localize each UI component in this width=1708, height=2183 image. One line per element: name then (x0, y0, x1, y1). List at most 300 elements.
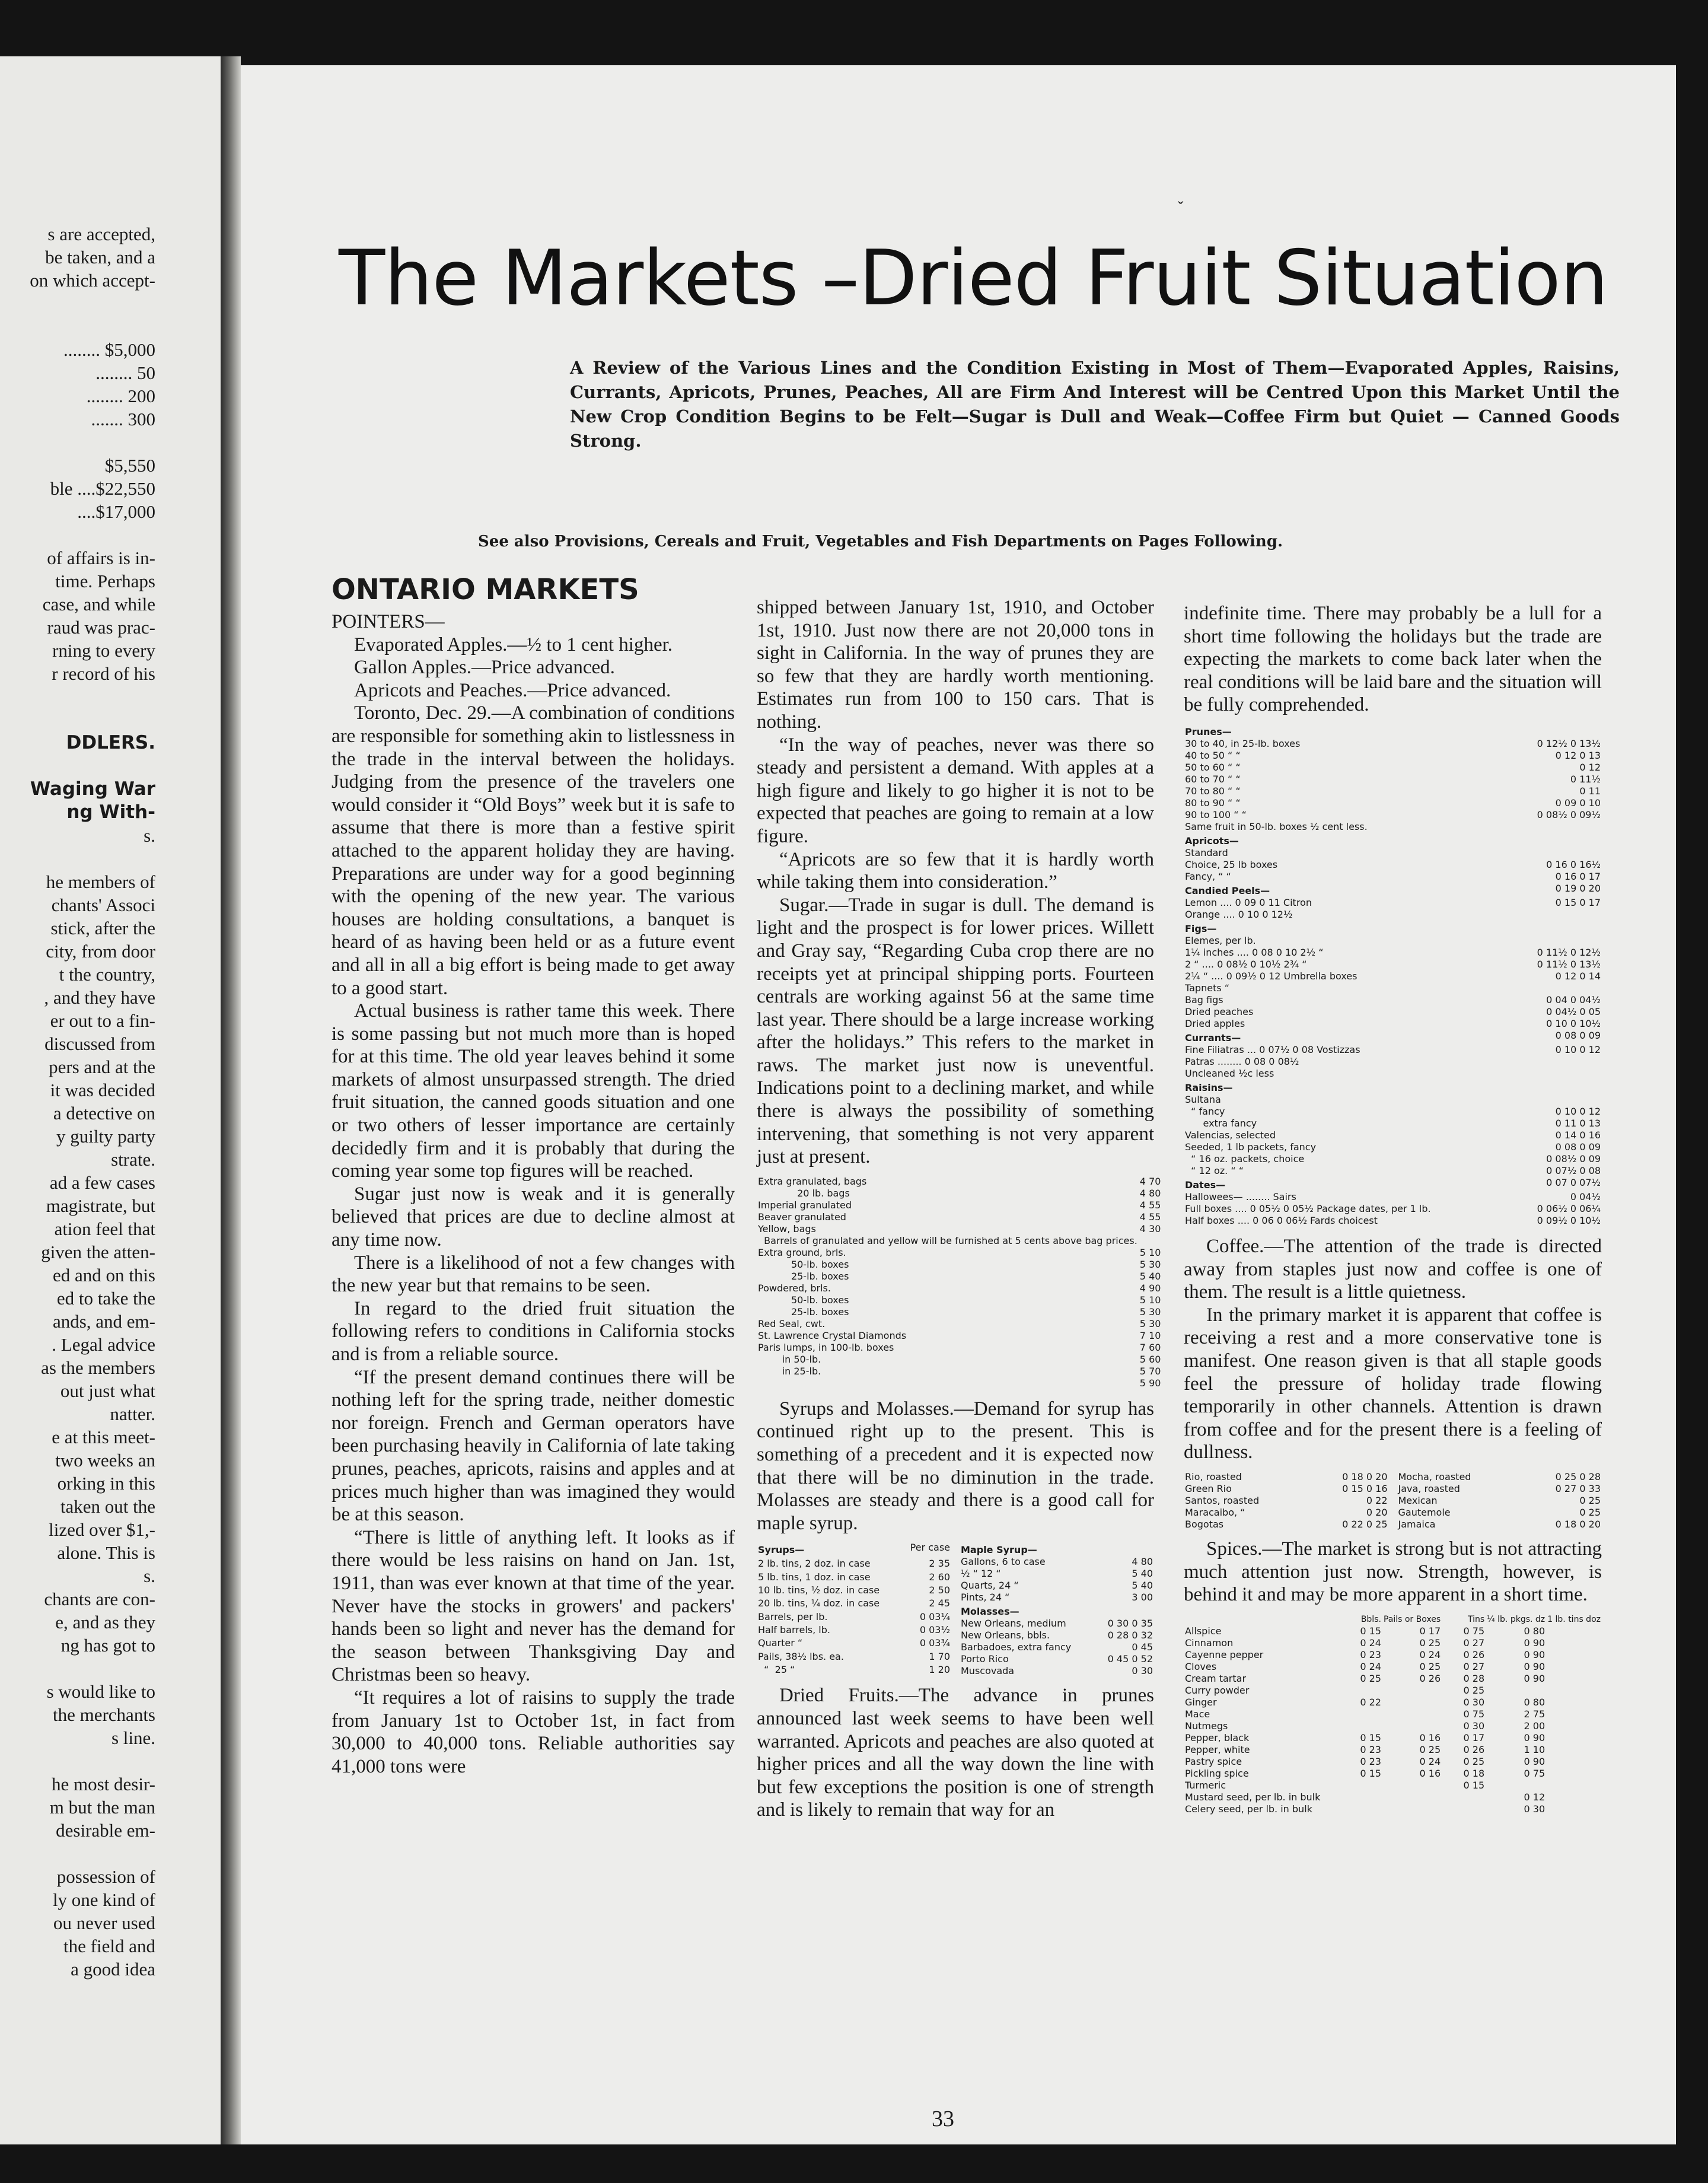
spice-price: 0 16 (1419, 1732, 1441, 1743)
price-value (1536, 1080, 1602, 1094)
price-item: 1¼ inches .... 0 08 0 10 2½ “ (1185, 946, 1324, 958)
left-page-text-line: ands, and em- (52, 1311, 155, 1332)
price-item: 25-lb. boxes (758, 1270, 849, 1282)
price-value: 0 03½ (919, 1624, 950, 1635)
price-value: 2 45 (929, 1598, 950, 1609)
price-row (757, 1571, 951, 1584)
left-page-text-line: ........ $5,000 (63, 339, 155, 360)
price-row (1184, 762, 1602, 774)
price-value: 4 70 (1139, 1175, 1161, 1187)
price-row (1397, 1483, 1602, 1495)
price-value: 0 30 (1132, 1665, 1153, 1677)
price-item: Choice, 25 lb boxes (1185, 858, 1278, 870)
spice-item: Pastry spice (1185, 1755, 1242, 1767)
price-value: 0 04½ 0 05 (1546, 1005, 1601, 1017)
price-item: Standard (1185, 847, 1228, 858)
price-value: 0 22 0 25 (1342, 1518, 1388, 1530)
spice-price: 0 75 (1463, 1625, 1485, 1637)
spice-price: 0 25 (1419, 1743, 1441, 1755)
price-item: Powdered, brls. (758, 1282, 831, 1294)
spice-price (1382, 1708, 1442, 1720)
price-item: 50-lb. boxes (758, 1258, 849, 1270)
paragraph: “If the present demand continues there will be nothing left for the spring trade, neither domestic nor foreign. French and German operators have been purchasing heavily in California of late taking prunes, peaches, apricots, raisins and apples and at prices much higher than was imagined they would be at this season. (332, 1366, 735, 1526)
price-row (960, 1618, 1154, 1630)
price-value: 0 08½ 0 09½ (1537, 809, 1601, 820)
left-page-text-line: city, from door (46, 941, 155, 962)
spice-row (1184, 1649, 1602, 1661)
price-row (757, 1188, 1162, 1199)
price-item: Quarter “ (758, 1637, 803, 1649)
price-value (1536, 1068, 1602, 1080)
left-page-text-line: taken out the (60, 1496, 155, 1517)
spice-price: 0 75 (1463, 1708, 1485, 1720)
page-number: 33 (932, 2106, 954, 2131)
price-row (960, 1542, 1154, 1556)
price-row (1184, 833, 1602, 847)
price-value: 7 60 (1139, 1341, 1161, 1353)
price-item: Bag figs (1185, 994, 1223, 1005)
left-page-text-line: s line. (111, 1727, 155, 1748)
price-value (1536, 909, 1602, 921)
price-item: 50 to 60 “ “ (1185, 761, 1241, 773)
price-row (1184, 970, 1602, 982)
price-item: Maracaibo, “ (1185, 1506, 1245, 1518)
left-page-text-line: ....... 300 (91, 409, 155, 429)
price-value: 5 30 (1139, 1306, 1161, 1318)
price-row (1184, 809, 1602, 821)
price-value: 0 03¾ (919, 1637, 950, 1649)
price-value: 0 16 0 16½ (1546, 858, 1601, 870)
price-row (1184, 1030, 1602, 1044)
spice-price: 0 15 (1360, 1732, 1381, 1743)
price-row (757, 1235, 1162, 1247)
spice-row (1184, 1791, 1602, 1803)
price-value: 0 10 0 12 (1555, 1043, 1601, 1055)
spice-price: 0 17 (1419, 1625, 1441, 1637)
price-row (1184, 1141, 1602, 1153)
price-item: Apricots— (1185, 835, 1239, 847)
price-value (1536, 847, 1602, 859)
price-item: 20 lb. tins, ¼ doz. in case (758, 1598, 880, 1609)
spice-price: 0 25 (1419, 1660, 1441, 1672)
price-value: 0 14 0 16 (1555, 1129, 1601, 1141)
price-row (1184, 750, 1602, 762)
section-heading: ONTARIO MARKETS (332, 573, 639, 606)
paragraph: shipped between January 1st, 1910, and October 1st, 1910. Just now there are not 20,000 tons in sight in California. In the way of prunes they are so few that they are hardly worth mentioning. Estimates run from 100 to 150 cars. That is nothing. (757, 597, 1154, 733)
left-page-text-line: natter. (110, 1404, 155, 1424)
price-value: 0 45 (1132, 1641, 1153, 1653)
price-value: 1 70 (929, 1650, 950, 1662)
spice-price: 0 90 (1524, 1649, 1546, 1660)
price-value: 0 04½ (1570, 1191, 1601, 1202)
price-item: 20 lb. bags (758, 1187, 850, 1199)
price-item: 50-lb. boxes (758, 1294, 849, 1306)
price-row (1184, 1215, 1602, 1227)
spice-row (1184, 1697, 1602, 1708)
right-page (241, 65, 1676, 2144)
left-page-text-line: s are accepted, (47, 224, 155, 244)
syrup-price-table (757, 1542, 951, 1677)
spice-item: Nutmegs (1185, 1720, 1228, 1732)
price-value: 4 90 (1139, 1282, 1161, 1294)
price-value: 3 00 (1132, 1592, 1153, 1603)
left-page-text-line: case, and while (42, 594, 155, 615)
price-row (1184, 1068, 1602, 1080)
left-page-text-line: . Legal advice (52, 1334, 155, 1355)
price-row (757, 1271, 1162, 1283)
price-item: Patras ........ 0 08 0 08½ (1185, 1055, 1299, 1067)
price-value: 4 55 (1139, 1199, 1161, 1211)
price-value: 4 55 (1139, 1211, 1161, 1223)
left-page-text-line: er out to a fin- (50, 1010, 155, 1031)
spice-price (1382, 1685, 1442, 1697)
price-row (1184, 982, 1602, 994)
price-row (1184, 774, 1602, 785)
price-item: Muscovada (961, 1665, 1015, 1677)
sugar-price-table (757, 1176, 1162, 1389)
left-page-text-line: lized over $1,- (49, 1519, 155, 1540)
price-item: Java, roasted (1398, 1482, 1460, 1494)
left-page-text-line: ........ 50 (95, 362, 155, 383)
left-page-text-line: discussed from (44, 1033, 155, 1054)
price-row (1184, 1006, 1602, 1018)
left-page-text-line: chants' Associ (51, 895, 155, 915)
price-value (1536, 1094, 1602, 1106)
price-item: Same fruit in 50-lb. boxes ½ cent less. (1185, 820, 1368, 832)
price-item: “ 25 “ (758, 1663, 795, 1675)
price-item: Dried apples (1185, 1017, 1245, 1029)
spice-item: Mustard seed, per lb. in bulk (1185, 1791, 1321, 1803)
left-page-text-line: desirable em- (56, 1820, 155, 1841)
price-value: 0 12 0 13 (1555, 749, 1601, 761)
left-page-text-line: stick, after the (50, 918, 155, 938)
price-item: Yellow, bags (758, 1223, 816, 1234)
spice-price: 0 25 (1419, 1637, 1441, 1649)
price-value: 0 08 0 09 (1555, 1029, 1601, 1041)
left-page-text-line: e, and as they (55, 1612, 155, 1633)
price-item: Sultana (1185, 1093, 1221, 1105)
price-row (960, 1568, 1154, 1580)
price-row (1184, 921, 1602, 935)
price-item: 2 “ .... 0 08½ 0 10½ 2¾ “ (1185, 958, 1307, 970)
left-page-text-line: ly one kind of (52, 1889, 155, 1910)
spice-price (1339, 1803, 1382, 1815)
price-value: 1 20 (929, 1663, 950, 1675)
spice-price: 0 15 (1360, 1767, 1381, 1779)
spice-price: 0 80 (1524, 1625, 1546, 1637)
price-row (1184, 1094, 1602, 1106)
price-row (757, 1330, 1162, 1342)
spice-row (1184, 1708, 1602, 1720)
price-value: 4 80 (1132, 1556, 1153, 1568)
price-item: in 25-lb. (758, 1365, 821, 1377)
price-row (1184, 1080, 1602, 1094)
price-item: 70 to 80 “ “ (1185, 785, 1241, 797)
spice-item: Cream tartar (1185, 1672, 1247, 1684)
paragraph: Sugar.—Trade in sugar is dull. The demand is light and the prospect is for lower prices. Willett and Gray say, “Regarding Cuba crop there are no receipts yet at principal shipping ports. Fourteen centrals are working against 56 at the same time last year. There should be a large increase working after the holidays.” This refers to the market in raws. The market just now is uneventful. Indications point to a declining market, and while there is always the possibility of something intervening, that something is not very apparent just at present. (757, 894, 1154, 1168)
price-item: 10 lb. tins, ½ doz. in case (758, 1584, 880, 1596)
price-item: Raisins— (1185, 1081, 1233, 1093)
price-value: 0 25 (1579, 1494, 1601, 1506)
price-row (757, 1611, 951, 1624)
price-value: 5 70 (1139, 1365, 1161, 1377)
spice-price: 0 24 (1419, 1649, 1441, 1660)
price-item: Imperial granulated (758, 1199, 852, 1211)
price-row (757, 1306, 1162, 1318)
spice-column-header: Pails or Boxes (1383, 1614, 1441, 1624)
price-value: 0 18 0 20 (1342, 1471, 1388, 1482)
price-value: 0 27 0 33 (1555, 1482, 1601, 1494)
price-item: Fancy, “ “ (1185, 870, 1231, 882)
spice-price: 0 26 (1463, 1743, 1485, 1755)
price-value: 0 10 0 12 (1555, 1105, 1601, 1117)
spice-price: 0 90 (1524, 1755, 1546, 1767)
left-page-text-line: out just what (60, 1380, 155, 1401)
price-row (1184, 1507, 1389, 1519)
price-item: 2¼ “ .... 0 09½ 0 12 Umbrella boxes (1185, 970, 1358, 982)
price-value: 0 30 0 35 (1107, 1618, 1153, 1630)
left-page-text-line: t the country, (59, 964, 155, 985)
col2-body-bottom (757, 1684, 1154, 1822)
left-page-text-line: the field and (63, 1936, 155, 1956)
price-value: 5 30 (1139, 1258, 1161, 1270)
spice-price: 0 26 (1419, 1672, 1441, 1684)
left-page-text-line: ou never used (53, 1912, 155, 1933)
price-item: Molasses— (961, 1606, 1019, 1618)
price-value: 5 10 (1139, 1246, 1161, 1258)
price-value: 5 90 (1139, 1377, 1161, 1389)
left-page-text-line: a good idea (71, 1959, 155, 1980)
spice-price: 0 16 (1419, 1767, 1441, 1779)
spice-row (1184, 1744, 1602, 1756)
price-item: Gallons, 6 to case (961, 1556, 1046, 1568)
spice-price (1382, 1791, 1442, 1803)
left-page-text-line: ed and on this (52, 1265, 155, 1285)
price-row (757, 1558, 951, 1571)
left-page-text-line: ....$17,000 (77, 501, 155, 522)
spice-price (1339, 1708, 1382, 1720)
coffee-tables (1184, 1471, 1602, 1530)
left-page-text-line: ed to take the (56, 1288, 155, 1309)
price-item: Fine Filiatras ... 0 07½ 0 08 Vostizzas (1185, 1043, 1360, 1055)
left-page-text-line: of affairs is in- (47, 548, 155, 568)
left-page-text-line: , and they have (44, 987, 155, 1008)
spice-item: Ginger (1185, 1696, 1217, 1708)
spice-item: Pickling spice (1185, 1767, 1249, 1779)
left-page-text-line: ble ....$22,550 (50, 478, 155, 499)
price-value: 0 12 0 14 (1555, 970, 1601, 982)
price-row (1184, 859, 1602, 871)
price-row (757, 1211, 1162, 1223)
price-row (1184, 847, 1602, 859)
price-item: “ 16 oz. packets, choice (1185, 1153, 1305, 1164)
spice-column-header: Tins (1467, 1614, 1485, 1624)
price-row (1184, 1191, 1602, 1203)
price-item (757, 1377, 1139, 1389)
price-item: Quarts, 24 “ (961, 1580, 1019, 1592)
price-value (1536, 921, 1602, 935)
price-row (1184, 1177, 1602, 1191)
price-value: 5 40 (1139, 1270, 1161, 1282)
price-item: Red Seal, cwt. (758, 1318, 826, 1329)
price-row (1184, 1018, 1602, 1030)
price-row (757, 1624, 951, 1637)
left-page-text-line: two weeks an (55, 1450, 155, 1471)
price-item: Prunes— (1185, 725, 1232, 737)
price-row (1397, 1519, 1602, 1530)
price-value: 0 08½ 0 09 (1546, 1153, 1601, 1164)
price-value: 7 10 (1139, 1329, 1161, 1341)
price-item: in 50-lb. (758, 1353, 821, 1365)
col2-body-mid (757, 1398, 1154, 1535)
spice-price: 0 18 (1463, 1767, 1485, 1779)
price-row (1184, 909, 1602, 921)
price-row (1184, 883, 1602, 897)
col3-body-bottom (1184, 1538, 1602, 1606)
col3-body-mid (1184, 1235, 1602, 1464)
spice-item: Celery seed, per lb. in bulk (1185, 1803, 1312, 1815)
price-value: 5 60 (1139, 1353, 1161, 1365)
price-row (1184, 959, 1602, 970)
spice-item: Cayenne pepper (1185, 1649, 1264, 1660)
price-value: 0 09 0 10 (1555, 797, 1601, 809)
left-page-text-line: magistrate, but (46, 1195, 155, 1216)
price-item: New Orleans, medium (961, 1618, 1066, 1630)
column-3 (1184, 602, 1602, 1824)
price-item: Extra granulated, bags (758, 1175, 867, 1187)
price-item: 90 to 100 “ “ (1185, 809, 1247, 820)
price-row (757, 1247, 1162, 1259)
price-value: 0 11½ 0 12½ (1537, 946, 1601, 958)
price-row (1184, 1165, 1602, 1177)
left-page-text-line: chants are con- (44, 1589, 155, 1609)
spice-price: 0 24 (1360, 1660, 1381, 1672)
spice-price: 0 75 (1524, 1767, 1546, 1779)
price-item: Dried peaches (1185, 1005, 1254, 1017)
price-row (960, 1665, 1154, 1677)
price-value: 0 18 0 20 (1555, 1518, 1601, 1530)
spice-price: 0 23 (1360, 1743, 1381, 1755)
left-page-text-line: s would like to (46, 1681, 155, 1702)
spice-header-row (1184, 1614, 1602, 1625)
price-value: 0 12½ 0 13½ (1537, 737, 1601, 749)
see-also-note: See also Provisions, Cereals and Fruit, Vegetables and Fish Departments on Pages Following. (478, 533, 1283, 550)
paragraph: Coffee.—The attention of the trade is directed away from staples just now and coffee is one of them. The result is a little quietness. (1184, 1235, 1602, 1303)
spice-price: 0 26 (1463, 1649, 1485, 1660)
price-row (757, 1199, 1162, 1211)
left-page-text-line: as the members (41, 1357, 155, 1378)
left-page-text-line: ation feel that (54, 1218, 155, 1239)
left-page (0, 56, 221, 2144)
price-value: 0 07½ 0 08 (1546, 1164, 1601, 1176)
price-value: Per case (910, 1542, 950, 1554)
spice-column-header (1184, 1614, 1339, 1625)
paragraph: In regard to the dried fruit situation the following refers to conditions in California stocks and is from a reliable source. (332, 1297, 735, 1365)
spice-price (1382, 1803, 1442, 1815)
price-item: Lemon .... 0 09 0 11 Citron (1185, 896, 1312, 908)
paragraph: In the primary market it is apparent that coffee is receiving a rest and a more conservative tone is manifest. One reason given is that all staple goods feel the pressure of holiday trade flowing temporarily in other channels. Attention is drawn from coffee and for the present there is a feeling of dullness. (1184, 1304, 1602, 1463)
price-item: St. Lawrence Crystal Diamonds (758, 1329, 907, 1341)
paragraph: Actual business is rather tame this week. There is some passing but not much more than is hoped for at this time. The old year leaves behind it some markets of almost unsurpassed strength. The dried fruit situation, the canned goods situation and one or two others of lesser importance are certainly decidedly firm and it is probably that during the coming year some top figures will be reached. (332, 1000, 735, 1182)
price-row (1184, 785, 1602, 797)
price-row (1397, 1507, 1602, 1519)
price-row (1184, 1056, 1602, 1068)
spice-row (1184, 1803, 1602, 1815)
price-row (757, 1259, 1162, 1271)
price-row (1397, 1471, 1602, 1483)
spice-price (1442, 1803, 1486, 1815)
paragraph: Toronto, Dec. 29.—A combination of conditions are responsible for something akin to listlessness in the trade in the interval between the holidays. Judging from the presence of the travelers one would consider it “Old Boys” week but it is safe to assume that there is more than a festive spirit attached to the apparent holiday they are having. Preparations are under way for a good beginning with the opening of the new year. The various houses are holding consultations, a banquet is heard of as having been held or as a future event and all in all a big effort is being made to get away to a good start. (332, 702, 735, 999)
left-page-text-line: rning to every (52, 640, 155, 661)
left-page-text-line: ad a few cases (49, 1172, 155, 1193)
price-row (960, 1641, 1154, 1653)
syrup-tables (757, 1542, 1154, 1677)
left-page-text-line: he most desir- (51, 1774, 155, 1794)
price-value: 0 15 0 17 (1555, 896, 1601, 908)
price-row (757, 1637, 951, 1650)
price-row (960, 1592, 1154, 1603)
page-title: The Markets –Dried Fruit Situation (339, 234, 1608, 323)
price-value: 0 10 0 10½ (1546, 1017, 1601, 1029)
spice-price (1442, 1791, 1486, 1803)
article-subtitle: A Review of the Various Lines and the Condition Existing in Most of Them—Evaporated Apples, Raisins, Currants, Apricots, Prunes, Peaches, All are Firm And Interest will be Centred Upon this Market Until the New Crop Condition Begins to be Felt—Sugar is Dull and Weak—Coffee Firm but Quiet — Canned Goods Strong. (570, 358, 1620, 451)
price-item: 5 lb. tins, 1 doz. in case (758, 1571, 871, 1583)
left-page-text-line: it was decided (50, 1080, 155, 1100)
left-page-text-line: r record of his (52, 663, 155, 684)
spice-column-header: ¼ lb. pkgs. dz (1487, 1614, 1546, 1624)
spice-price (1339, 1780, 1382, 1791)
price-row (757, 1664, 951, 1677)
spice-row (1184, 1780, 1602, 1791)
dried-fruit-price-table (1184, 724, 1602, 1227)
spice-price-table (1184, 1614, 1602, 1815)
spice-price (1339, 1791, 1382, 1803)
price-value (1107, 1542, 1154, 1556)
col1-body (332, 610, 735, 1778)
price-value: 0 07 0 07½ (1546, 1176, 1601, 1188)
left-page-text-line: orking in this (57, 1473, 155, 1494)
price-row (757, 1377, 1162, 1389)
paragraph: “It requires a lot of raisins to supply the trade from January 1st to October 1st, in fact from 30,000 to 40,000 tons. Reliable authorities say 41,000 tons were (332, 1686, 735, 1777)
price-row (1397, 1495, 1602, 1507)
price-row (1184, 724, 1602, 738)
spice-price: 0 80 (1524, 1696, 1546, 1708)
spice-price (1382, 1720, 1442, 1732)
spice-price: 0 28 (1463, 1672, 1485, 1684)
price-row (1184, 1495, 1389, 1507)
spice-price: 0 90 (1524, 1732, 1546, 1743)
left-page-text-line: he members of (46, 871, 155, 892)
spice-row (1184, 1625, 1602, 1637)
spice-item: Turmeric (1185, 1779, 1226, 1791)
spice-price: 0 27 (1463, 1637, 1485, 1649)
paragraph: Evaporated Apples.—½ to 1 cent higher. (354, 634, 673, 655)
price-item: Uncleaned ½c less (1185, 1067, 1274, 1079)
spice-price: 0 17 (1463, 1732, 1485, 1743)
paragraph: There is a likelihood of not a few changes with the new year but that remains to be seen. (332, 1252, 735, 1297)
paragraph: Spices.—The market is strong but is not attracting much attention just now. Strength, however, is behind it and may be more apparent in a short time. (1184, 1538, 1602, 1606)
price-row (757, 1542, 951, 1558)
spice-price: 0 90 (1524, 1672, 1546, 1684)
left-page-text-line: y guilty party (56, 1126, 155, 1147)
price-item: 80 to 90 “ “ (1185, 797, 1241, 809)
spice-price: 0 24 (1360, 1637, 1381, 1649)
price-value: 0 22 (1366, 1494, 1388, 1506)
price-row (1184, 821, 1602, 833)
column-2 (757, 596, 1161, 1822)
spice-price: 0 15 (1360, 1625, 1381, 1637)
spice-price: 0 30 (1463, 1696, 1485, 1708)
